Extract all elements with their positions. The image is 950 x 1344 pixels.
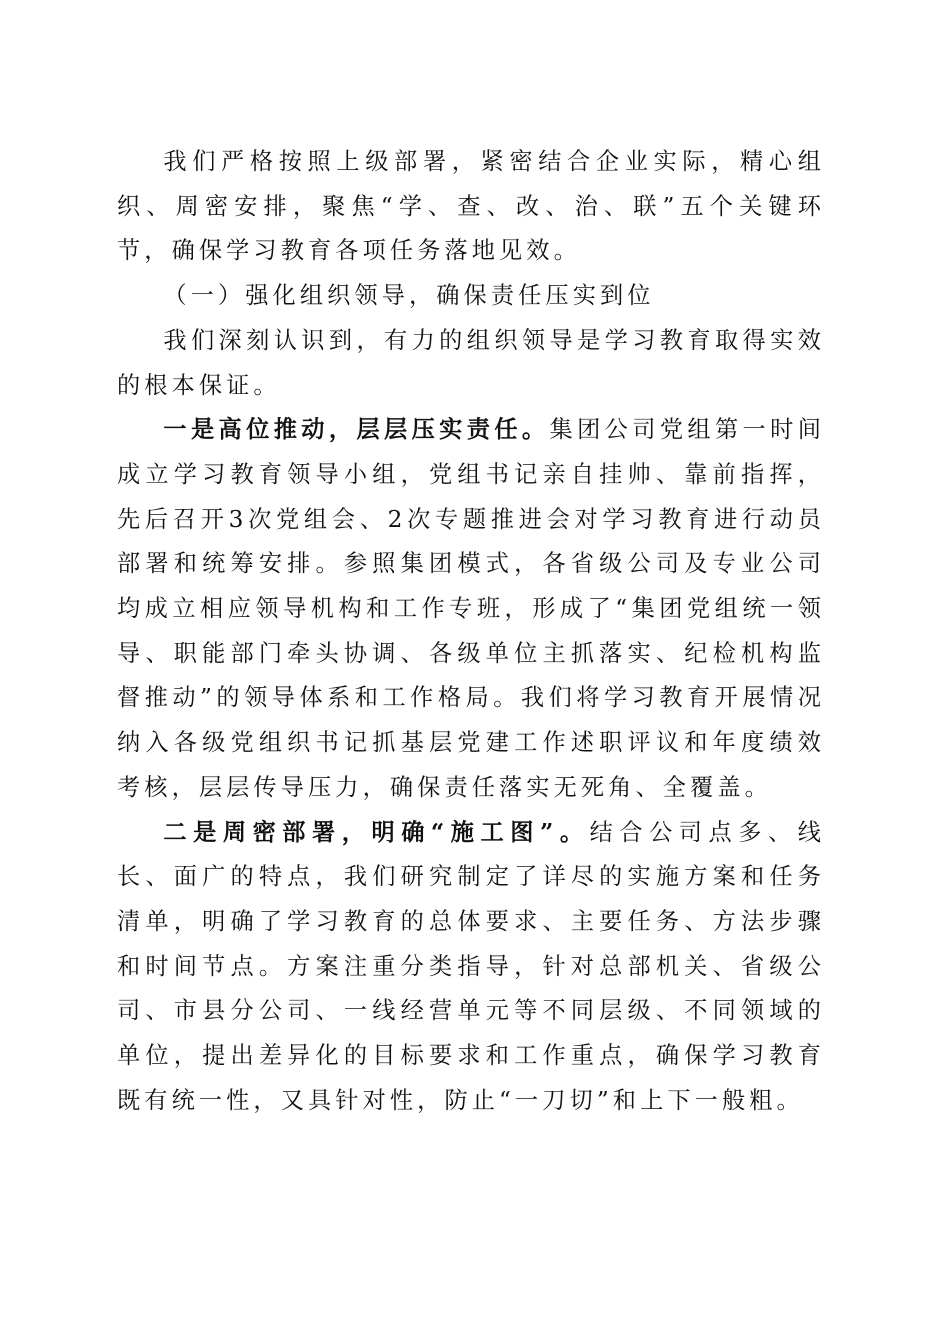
point-one-lead: 一是高位推动，层层压实责任。 — [163, 416, 550, 444]
point-two-paragraph — [117, 811, 825, 1124]
point-two-lead: 二是周密部署，明确“施工图”。 — [163, 818, 590, 846]
paragraph-text: 我们严格按照上级部署，紧密结合企业实际，精心组织、周密安排，聚焦“学、查、改、治、联”五个关键环节，确保学习教育各项任务落地见效。 — [117, 148, 825, 265]
paragraph-text: 我们深刻认识到，有力的组织领导是学习教育取得实效的根本保证。 — [117, 326, 825, 399]
point-one-paragraph — [117, 408, 825, 810]
point-one-text: 集团公司党组第一时间成立学习教育领导小组，党组书记亲自挂帅、靠前指挥，先后召开3次党组会、2次专题推进会对学习教育进行动员部署和统筹安排。参照集团模式，各省级公司及专业公司均成立相应领导机构和工作专班，形成了“集团党组统一领导、职能部门牵头协调、各级单位主抓落实、纪检机构监督推动”的领导体系和工作格局。我们将学习教育开展情况纳入各级党组织书记抓基层党建工作述职评议和年度绩效考核，层层传导压力，确保责任落实无死角、全覆盖。 — [117, 416, 825, 801]
section-intro-paragraph — [117, 319, 825, 408]
section-heading-text: （一）强化组织领导，确保责任压实到位 — [163, 282, 655, 310]
section-heading — [117, 274, 825, 319]
intro-paragraph — [117, 140, 825, 274]
document-body — [117, 140, 825, 1123]
point-two-text: 结合公司点多、线长、面广的特点，我们研究制定了详尽的实施方案和任务清单，明确了学习教育的总体要求、主要任务、方法步骤和时间节点。方案注重分类指导，针对总部机关、省级公司、市县分公司、一线经营单元等不同层级、不同领域的单位，提出差异化的目标要求和工作重点，确保学习教育既有统一性，又具针对性，防止“一刀切”和上下一般粗。 — [117, 818, 825, 1114]
